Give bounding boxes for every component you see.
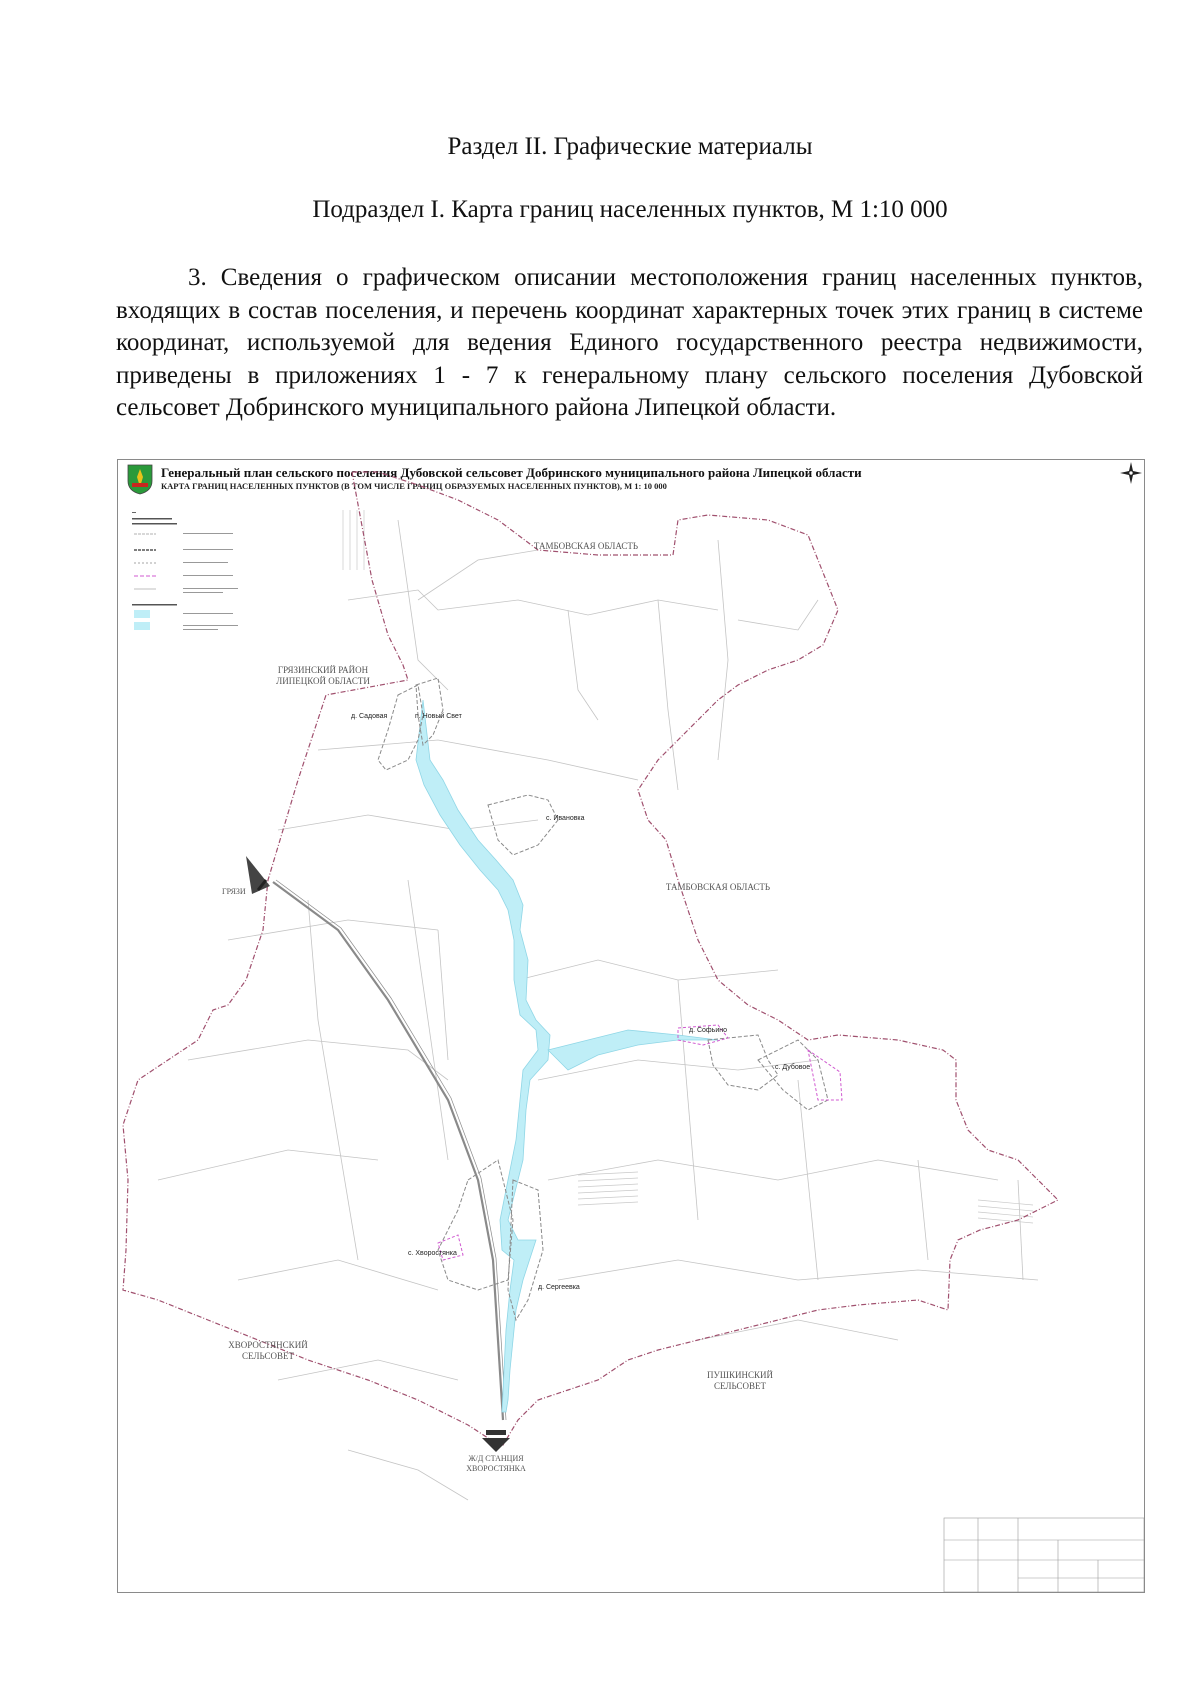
region-label-pushkino-1: ПУШКИНСКИЙ [707, 1370, 773, 1380]
map-title: Генеральный план сельского поселения Дубовской сельсовет Добринского муниципального района Липецкой области [161, 465, 862, 480]
settlement-label-sofyino: д. Софьино [689, 1027, 727, 1034]
region-label-gryazi-2: ЛИПЕЦКОЙ ОБЛАСТИ [276, 676, 370, 686]
map-subtitle: КАРТА ГРАНИЦ НАСЕЛЕННЫХ ПУНКТОВ (В ТОМ ЧИСЛЕ ГРАНИЦ ОБРАЗУЕМЫХ НАСЕЛЕННЫХ ПУНКТОВ), М 1: 10 000 [161, 481, 667, 491]
settlement-label-sadovaya: д. Садовая [351, 713, 388, 720]
region-label-tambov-north: ТАМБОВСКАЯ ОБЛАСТЬ [533, 541, 639, 551]
district-boundary [123, 472, 1058, 1445]
settlement-label-ivanovka: с. Ивановка [546, 815, 585, 822]
section-title: Раздел II. Графические материалы [447, 133, 813, 160]
field-hatching [343, 510, 1033, 1223]
direction-label-station-1: Ж/Д СТАНЦИЯ [468, 1454, 524, 1463]
map-canvas [118, 460, 1144, 1592]
map-frame [117, 459, 1145, 1593]
subsection-title: Подраздел I. Карта границ населенных пунктов, М 1:10 000 [312, 196, 948, 223]
direction-label-station-2: ХВОРОСТЯНКА [466, 1464, 526, 1473]
body-paragraph: 3. Сведения о графическом описании местоположения границ населенных пунктов, входящих в состав поселения, и перечень координат характерных точек этих границ в системе координат, используемой для ведения Единого государственного реестра недвижимости, приведены в приложениях 1 - 7 к генеральному плану сельского поселения Дубовской сельсовет Добринского муниципального района Липецкой области. [116, 264, 1143, 421]
region-label-khvorostyanka-2: СЕЛЬСОВЕТ [242, 1351, 294, 1361]
region-label-tambov-east: ТАМБОВСКАЯ ОБЛАСТЬ [665, 882, 771, 892]
direction-arrow-icon [246, 856, 270, 894]
settlement-label-dubovoe: с. Дубовое [775, 1064, 811, 1071]
settlement-label-novy-svet: п. Новый Свет [415, 713, 462, 720]
direction-arrow-icon [482, 1430, 510, 1452]
settlement-boundaries [378, 678, 828, 1320]
region-label-gryazi-1: ГРЯЗИНСКИЙ РАЙОН [277, 665, 369, 675]
region-label-khvorostyanka-1: ХВОРОСТЯНСКИЙ [228, 1340, 308, 1350]
direction-label-gryazi: ГРЯЗИ [222, 887, 246, 896]
railway-line [273, 880, 506, 1420]
map-legend [132, 512, 238, 630]
region-label-pushkino-2: СЕЛЬСОВЕТ [714, 1381, 766, 1391]
river [416, 700, 718, 1412]
settlement-label-khvorostyanka: с. Хворостянка [408, 1250, 457, 1257]
title-block [944, 1518, 1144, 1592]
settlement-label-sergeevka: д. Сергеевка [538, 1284, 580, 1291]
compass-rose-icon [1120, 462, 1142, 484]
